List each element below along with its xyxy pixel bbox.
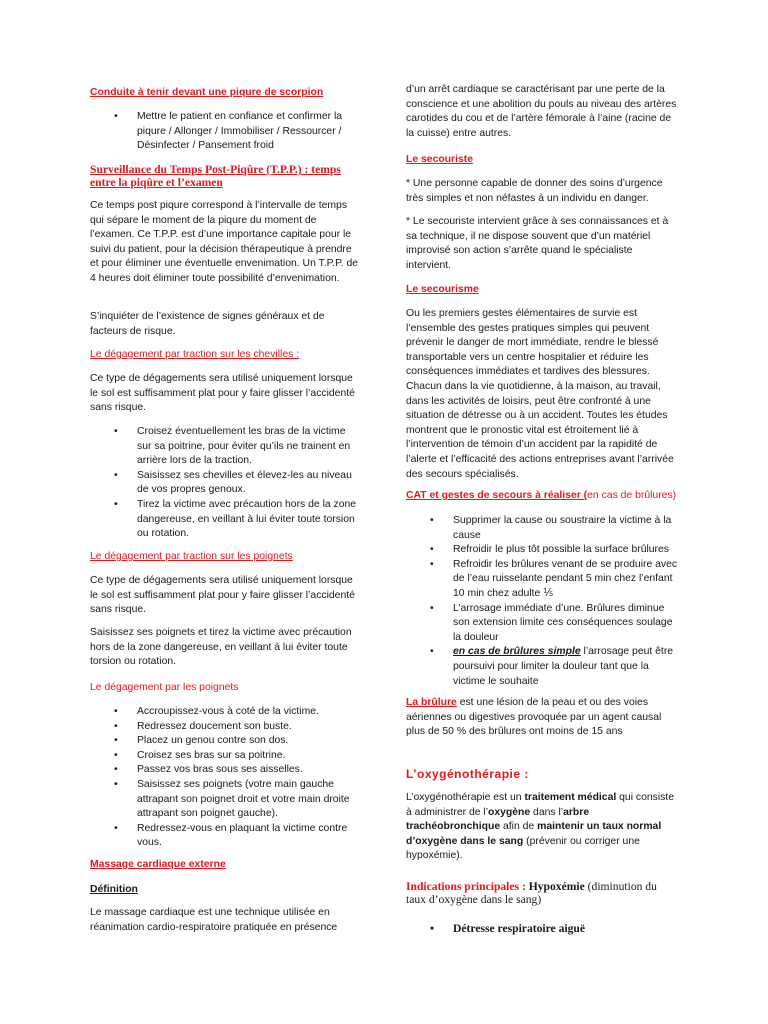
oxy-f: arbre trachéobronchique (406, 806, 590, 833)
tpp-paragraph: Ce temps post piqure correspond à l’intervalle de temps qui sépare le moment de la piqure du moment de l’examen. Ce T.P.P. est d’une importance capitale pour le suivi du patient, pour la décision thérapeutique à prendre et pour éliminer une éventuelle envenimation. Un T.P.P. de 4 heures doit éliminer toute possibilité d’envenimation. (90, 200, 359, 284)
oxy-g: afin de (500, 821, 538, 833)
tpp-title: Surveillance du Temps Post-Piqûre (T.P.P.) : temps entre la piqûre et l’examen (90, 163, 341, 189)
list-item: • Passez vos bras sous ses aisselles. (90, 763, 362, 778)
list-item: • Redressez doucement son buste. (90, 720, 362, 735)
list-item: • Redressez-vous en plaquant la victime contre vous. (90, 822, 362, 851)
brulure-term: La brûlure (406, 697, 457, 708)
indications-list (406, 922, 678, 935)
arret-paragraph: d’un arrêt cardiaque se caractérisant par une perte de la conscience et une abolition du pouls au niveau des artères carotides du cou et de l’artère fémorale à l’aine (racine de la cuisse) entre autres. (406, 84, 677, 139)
cat-title (406, 489, 678, 504)
definition-title: Définition (90, 884, 138, 895)
secouriste-paragraph-1: * Une personne capable de donner des soins d’urgence très simples et non néfastes à un individu en danger. (406, 178, 663, 204)
cat-last-rest: l’arrosage peut être poursuivi pour limiter la douleur tant que la victime le souhaite (453, 646, 674, 687)
cat-list (406, 514, 678, 689)
indications-paragraph (406, 880, 678, 906)
oxy-h: maintenir un taux normal d’oxygène dans le sang (406, 821, 662, 847)
oxy-d: oxygène (488, 806, 531, 818)
list-item: • Détresse respiratoire aiguë (406, 922, 678, 935)
massage-title: Massage cardiaque externe (90, 859, 226, 870)
poignets-title: Le dégagement par traction sur les poignets (90, 551, 293, 562)
scorpion-title: Conduite à tenir devant une piqure de scorpion (90, 87, 324, 98)
list-item: • Supprimer la cause ou soustraire la victime à la cause (406, 514, 678, 543)
oxy-c: qui consiste à administrer de l’ (406, 792, 675, 818)
chevilles-title: Le dégagement par traction sur les chevilles : (90, 349, 300, 360)
secouriste-paragraph-2: * Le secouriste intervient grâce à ses connaissances et à sa technique, il ne dispose souvent que d’un matériel improvisé son action s’arrête quand le spécialiste intervient. (406, 216, 669, 271)
brulure-rest: est une lésion de la peau et ou des voies aériennes ou digestives provoquée par un agent causal plus de 50 % des brûlures ont moins de 15 ans (406, 697, 662, 738)
list-item: • Tirez la victime avec précaution hors de la zone dangereuse, en veillant à lui éviter toute torsion ou rotation. (90, 498, 362, 542)
poignets2-list (90, 705, 362, 851)
list-item: • Croisez éventuellement les bras de la victime sur sa poitrine, pour éviter qu’ils ne trainent en arrière lors de la traction. (90, 425, 362, 469)
list-item: • Refroidir les brûlures venant de se produire avec de l’eau ruisselante pendant 5 min chez l’enfant 10 min chez adulte ⅕ (406, 558, 678, 602)
poignets-paragraph: Ce type de dégagements sera utilisé uniquement lorsque le sol est suffisamment plat pour y faire glisser l’accidenté sans risque. (90, 575, 355, 616)
list-item: • Croisez ses bras sur sa poitrine. (90, 749, 362, 764)
oxy-e: dans l’ (530, 806, 564, 818)
oxy-title: L’oxygénothérapie : (406, 767, 529, 781)
indications-rest: (diminution du taux d’oxygène dans le sang) (406, 880, 657, 906)
list-item: • Accroupissez-vous à coté de la victime. (90, 705, 362, 720)
chevilles-paragraph: Ce type de dégagements sera utilisé uniquement lorsque le sol est suffisamment plat pour y faire glisser l’accidenté sans risque. (90, 373, 355, 414)
oxy-b: traitement médical (524, 792, 617, 803)
poignets2-title: Le dégagement par les poignets (90, 682, 239, 693)
oxy-a: L’oxygénothérapie est un (406, 792, 525, 803)
oxy-paragraph (406, 791, 678, 864)
list-item: • Saisissez ses poignets (votre main gauche attrapant son poignet droit et votre main droite attrapant son poignet gauche). (90, 778, 362, 822)
list-item: • L’arrosage immédiate d’une. Brûlures diminue son extension limite ces conséquences soulage la douleur (406, 602, 678, 646)
poignets-paragraph-2: Saisissez ses poignets et tirez la victime avec précaution hors de la zone dangereuse, en veillant à lui éviter toute torsion ou rotation. (90, 627, 352, 668)
indications-label: Indications principales : (406, 880, 529, 893)
cat-last-emphasis: en cas de brûlures simple (453, 646, 581, 658)
chevilles-list (90, 425, 362, 542)
list-item: • Placez un genou contre son dos. (90, 734, 362, 749)
brulure-paragraph (406, 696, 678, 740)
list-item: • Refroidir le plus tôt possible la surface brûlures (406, 543, 678, 558)
definition-paragraph: Le massage cardiaque est une technique utilisée en réanimation cardio-respiratoire pratiquée en présence (90, 907, 338, 933)
list-item (406, 645, 678, 689)
tpp-paragraph-2: S’inquiéter de l’existence de signes généraux et de facteurs de risque. (90, 311, 325, 337)
list-item: • Mettre le patient en confiance et confirmer la piqure / Allonger / Immobiliser / Ressourcer / Désinfecter / Pansement froid (90, 110, 362, 154)
oxy-i: (prévenir ou corriger une hypoxémie). (406, 835, 640, 862)
scorpion-list (90, 110, 362, 154)
cat-title-bold: CAT et gestes de secours à réaliser ( (406, 490, 588, 501)
list-item: • Saisissez ses chevilles et élevez-les au niveau de vos propres genoux. (90, 469, 362, 498)
secouriste-title: Le secouriste (406, 154, 473, 165)
secourisme-title: Le secourisme (406, 284, 479, 295)
secourisme-paragraph: Ou les premiers gestes élémentaires de survie est l’ensemble des gestes pratiques simples qui peuvent prévenir le danger de mort immédiate, rendre le blessé transportable vers un centre hospitalier et réduire les conséquences immédiates et tardives des blessures. Chacun dans la vie quotidienne, à la maison, au travail, dans les activités de loisirs, peut être confronté à une situation de détresse ou à un accident. Toutes les études montrent que le pronostic vital est étroitement lié à l’intervention de témoin d’un accident par la rapidité de l’alerte et l’efficacité des actions entreprises avant l’arrivée des secours spécialisés. (406, 308, 674, 480)
cat-title-rest: en cas de brûlures) (587, 490, 677, 501)
indications-bold: Hypoxémie (528, 880, 585, 893)
